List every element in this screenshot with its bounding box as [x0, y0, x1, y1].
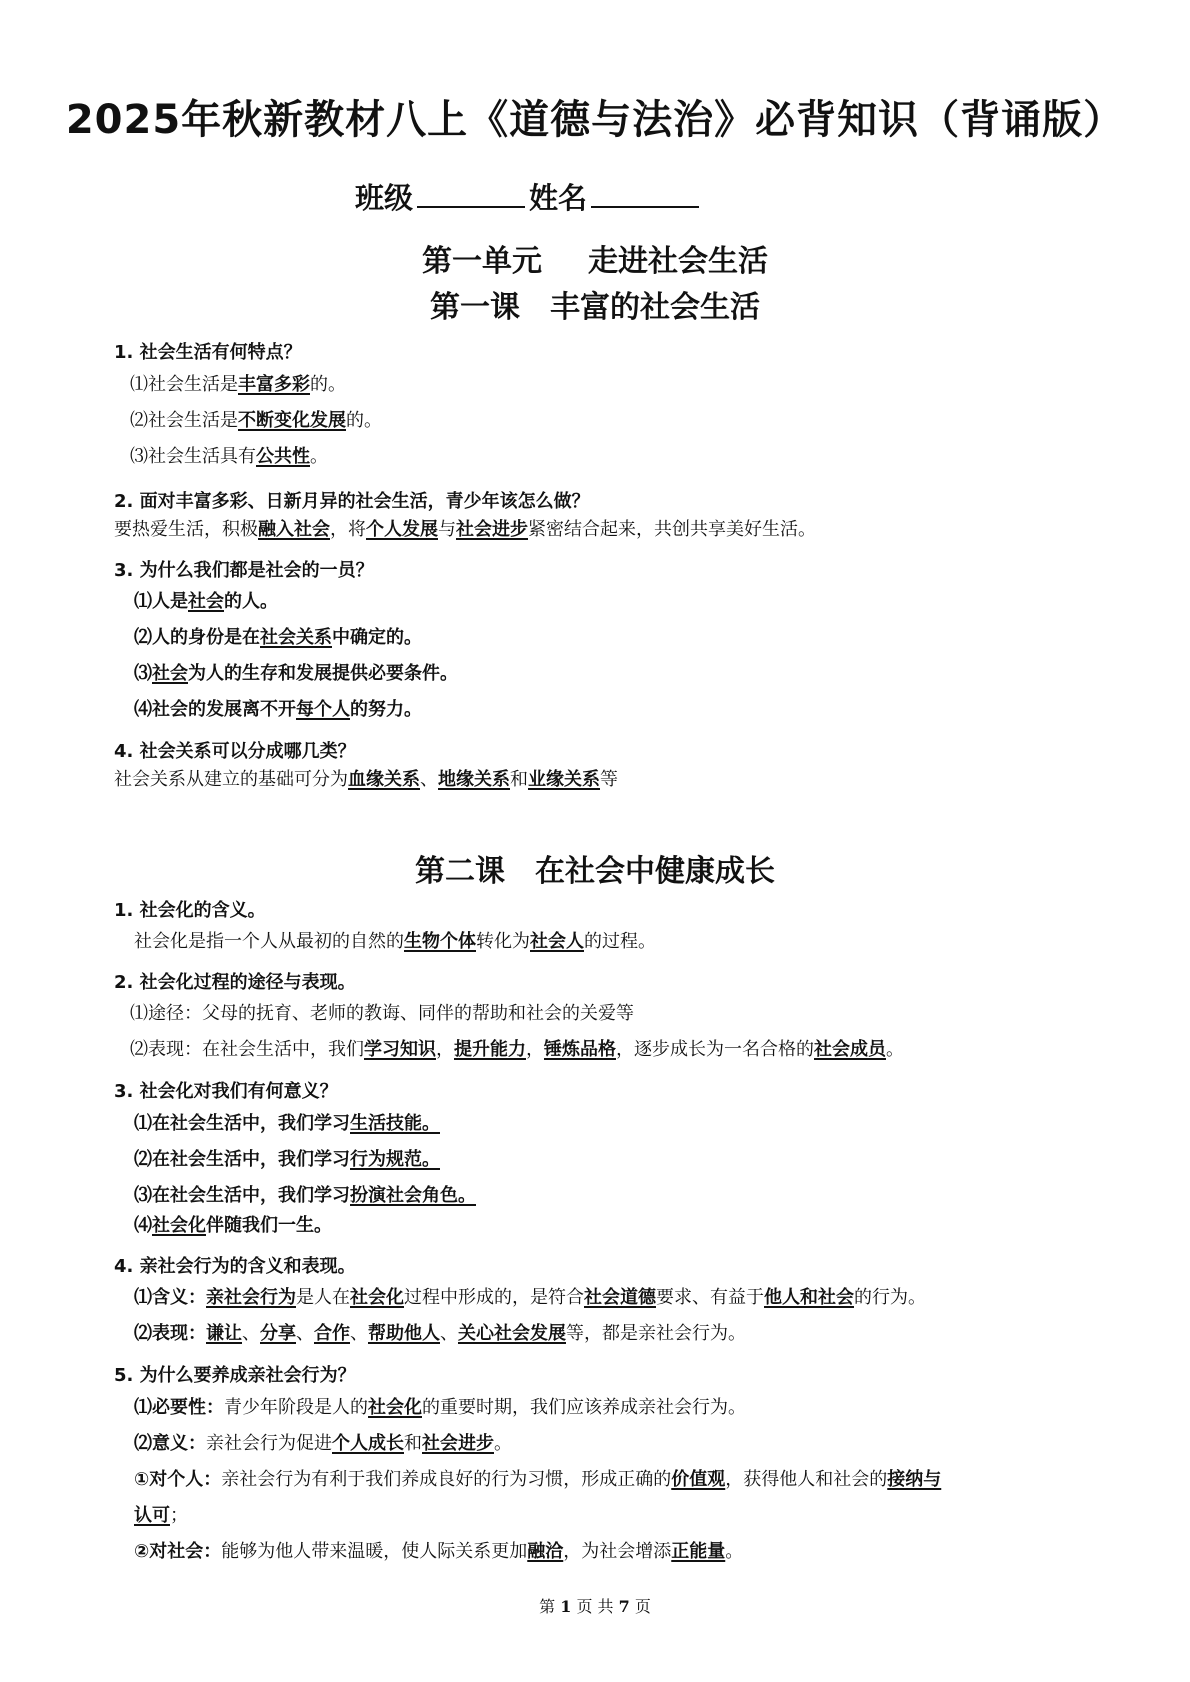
document-title: 2025年秋新教材八上《道德与法治》必背知识（背诵版）	[65, 97, 1125, 143]
lesson2-label: 第二课	[415, 854, 505, 889]
l1-q1-line2: ⑵社会生活是不断变化发展的。	[130, 410, 382, 431]
l1-q1-title: 1. 社会生活有何特点？	[114, 342, 302, 363]
class-blank[interactable]	[417, 180, 525, 208]
l2-q2-title: 2. 社会化过程的途径与表现。	[114, 972, 356, 993]
l1-q3-line1: ⑴人是社会的人。	[134, 591, 278, 612]
unit-label: 第一单元	[422, 244, 542, 279]
unit-name: 走进社会生活	[588, 244, 768, 279]
page-number: 1	[560, 1597, 572, 1616]
l2-q3-line2: ⑵在社会生活中，我们学习行为规范。	[134, 1149, 440, 1170]
l2-q1-title: 1. 社会化的含义。	[114, 900, 266, 921]
l1-q3-line3: ⑶社会为人的生存和发展提供必要条件。	[134, 663, 458, 684]
l1-q3-line2: ⑵人的身份是在社会关系中确定的。	[134, 627, 422, 648]
lesson1-heading	[0, 282, 1190, 326]
l2-q5-line3: ①对个人：亲社会行为有利于我们养成良好的行为习惯，形成正确的价值观，获得他人和社会的接纳与	[134, 1469, 942, 1490]
unit-heading	[0, 236, 1190, 280]
l2-q4-line1: ⑴含义：亲社会行为是人在社会化过程中形成的，是符合社会道德要求、有益于他人和社会的行为。	[134, 1287, 926, 1308]
class-label: 班级	[355, 181, 414, 215]
l1-q3-title: 3. 为什么我们都是社会的一员？	[114, 560, 374, 581]
l2-q2-line2: ⑵表现：在社会生活中，我们学习知识，提升能力，锤炼品格，逐步成长为一名合格的社会成员。	[130, 1039, 904, 1060]
l2-q5-line5: ②对社会：能够为他人带来温暖，使人际关系更加融洽，为社会增添正能量。	[134, 1541, 744, 1562]
l2-q5-title: 5. 为什么要养成亲社会行为？	[114, 1365, 356, 1386]
l2-q5-line2: ⑵意义：亲社会行为促进个人成长和社会进步。	[134, 1433, 512, 1454]
l2-q5-line4: 认可；	[134, 1505, 188, 1526]
name-blank[interactable]	[591, 180, 699, 208]
page-footer: 第 1 页 共 7 页	[539, 1597, 651, 1616]
name-label: 姓名	[529, 181, 588, 215]
lesson1-name: 丰富的社会生活	[550, 290, 760, 325]
l1-q3-line4: ⑷社会的发展离不开每个人的努力。	[134, 699, 422, 720]
l1-q2-title: 2. 面对丰富多彩、日新月异的社会生活，青少年该怎么做？	[114, 491, 590, 512]
l1-q2-answer: 要热爱生活，积极融入社会，将个人发展与社会进步紧密结合起来，共创共享美好生活。	[114, 519, 816, 540]
page-total: 7	[618, 1597, 630, 1616]
l1-q1-line3: ⑶社会生活具有公共性。	[130, 446, 328, 467]
lesson1-label: 第一课	[430, 290, 520, 325]
l2-q3-line3: ⑶在社会生活中，我们学习扮演社会角色。	[134, 1185, 476, 1206]
l2-q3-line1: ⑴在社会生活中，我们学习生活技能。	[134, 1113, 440, 1134]
l1-q4-title: 4. 社会关系可以分成哪几类？	[114, 741, 356, 762]
l2-q4-line2: ⑵表现：谦让、分享、合作、帮助他人、关心社会发展等，都是亲社会行为。	[134, 1323, 746, 1344]
l1-q4-answer: 社会关系从建立的基础可分为血缘关系、地缘关系和业缘关系等	[114, 769, 618, 790]
l2-q2-line1: ⑴途径：父母的抚育、老师的教诲、同伴的帮助和社会的关爱等	[130, 1003, 634, 1024]
l1-q1-line1: ⑴社会生活是丰富多彩的。	[130, 374, 346, 395]
lesson2-heading	[0, 846, 1190, 890]
l2-q4-title: 4. 亲社会行为的含义和表现。	[114, 1256, 356, 1277]
l2-q5-line1: ⑴必要性：青少年阶段是人的社会化的重要时期，我们应该养成亲社会行为。	[134, 1397, 746, 1418]
l2-q3-line4: ⑷社会化伴随我们一生。	[134, 1215, 332, 1236]
class-name-line	[355, 176, 703, 217]
lesson2-name: 在社会中健康成长	[535, 854, 775, 889]
l2-q1-answer: 社会化是指一个人从最初的自然的生物个体转化为社会人的过程。	[134, 931, 656, 952]
l2-q3-title: 3. 社会化对我们有何意义？	[114, 1081, 338, 1102]
